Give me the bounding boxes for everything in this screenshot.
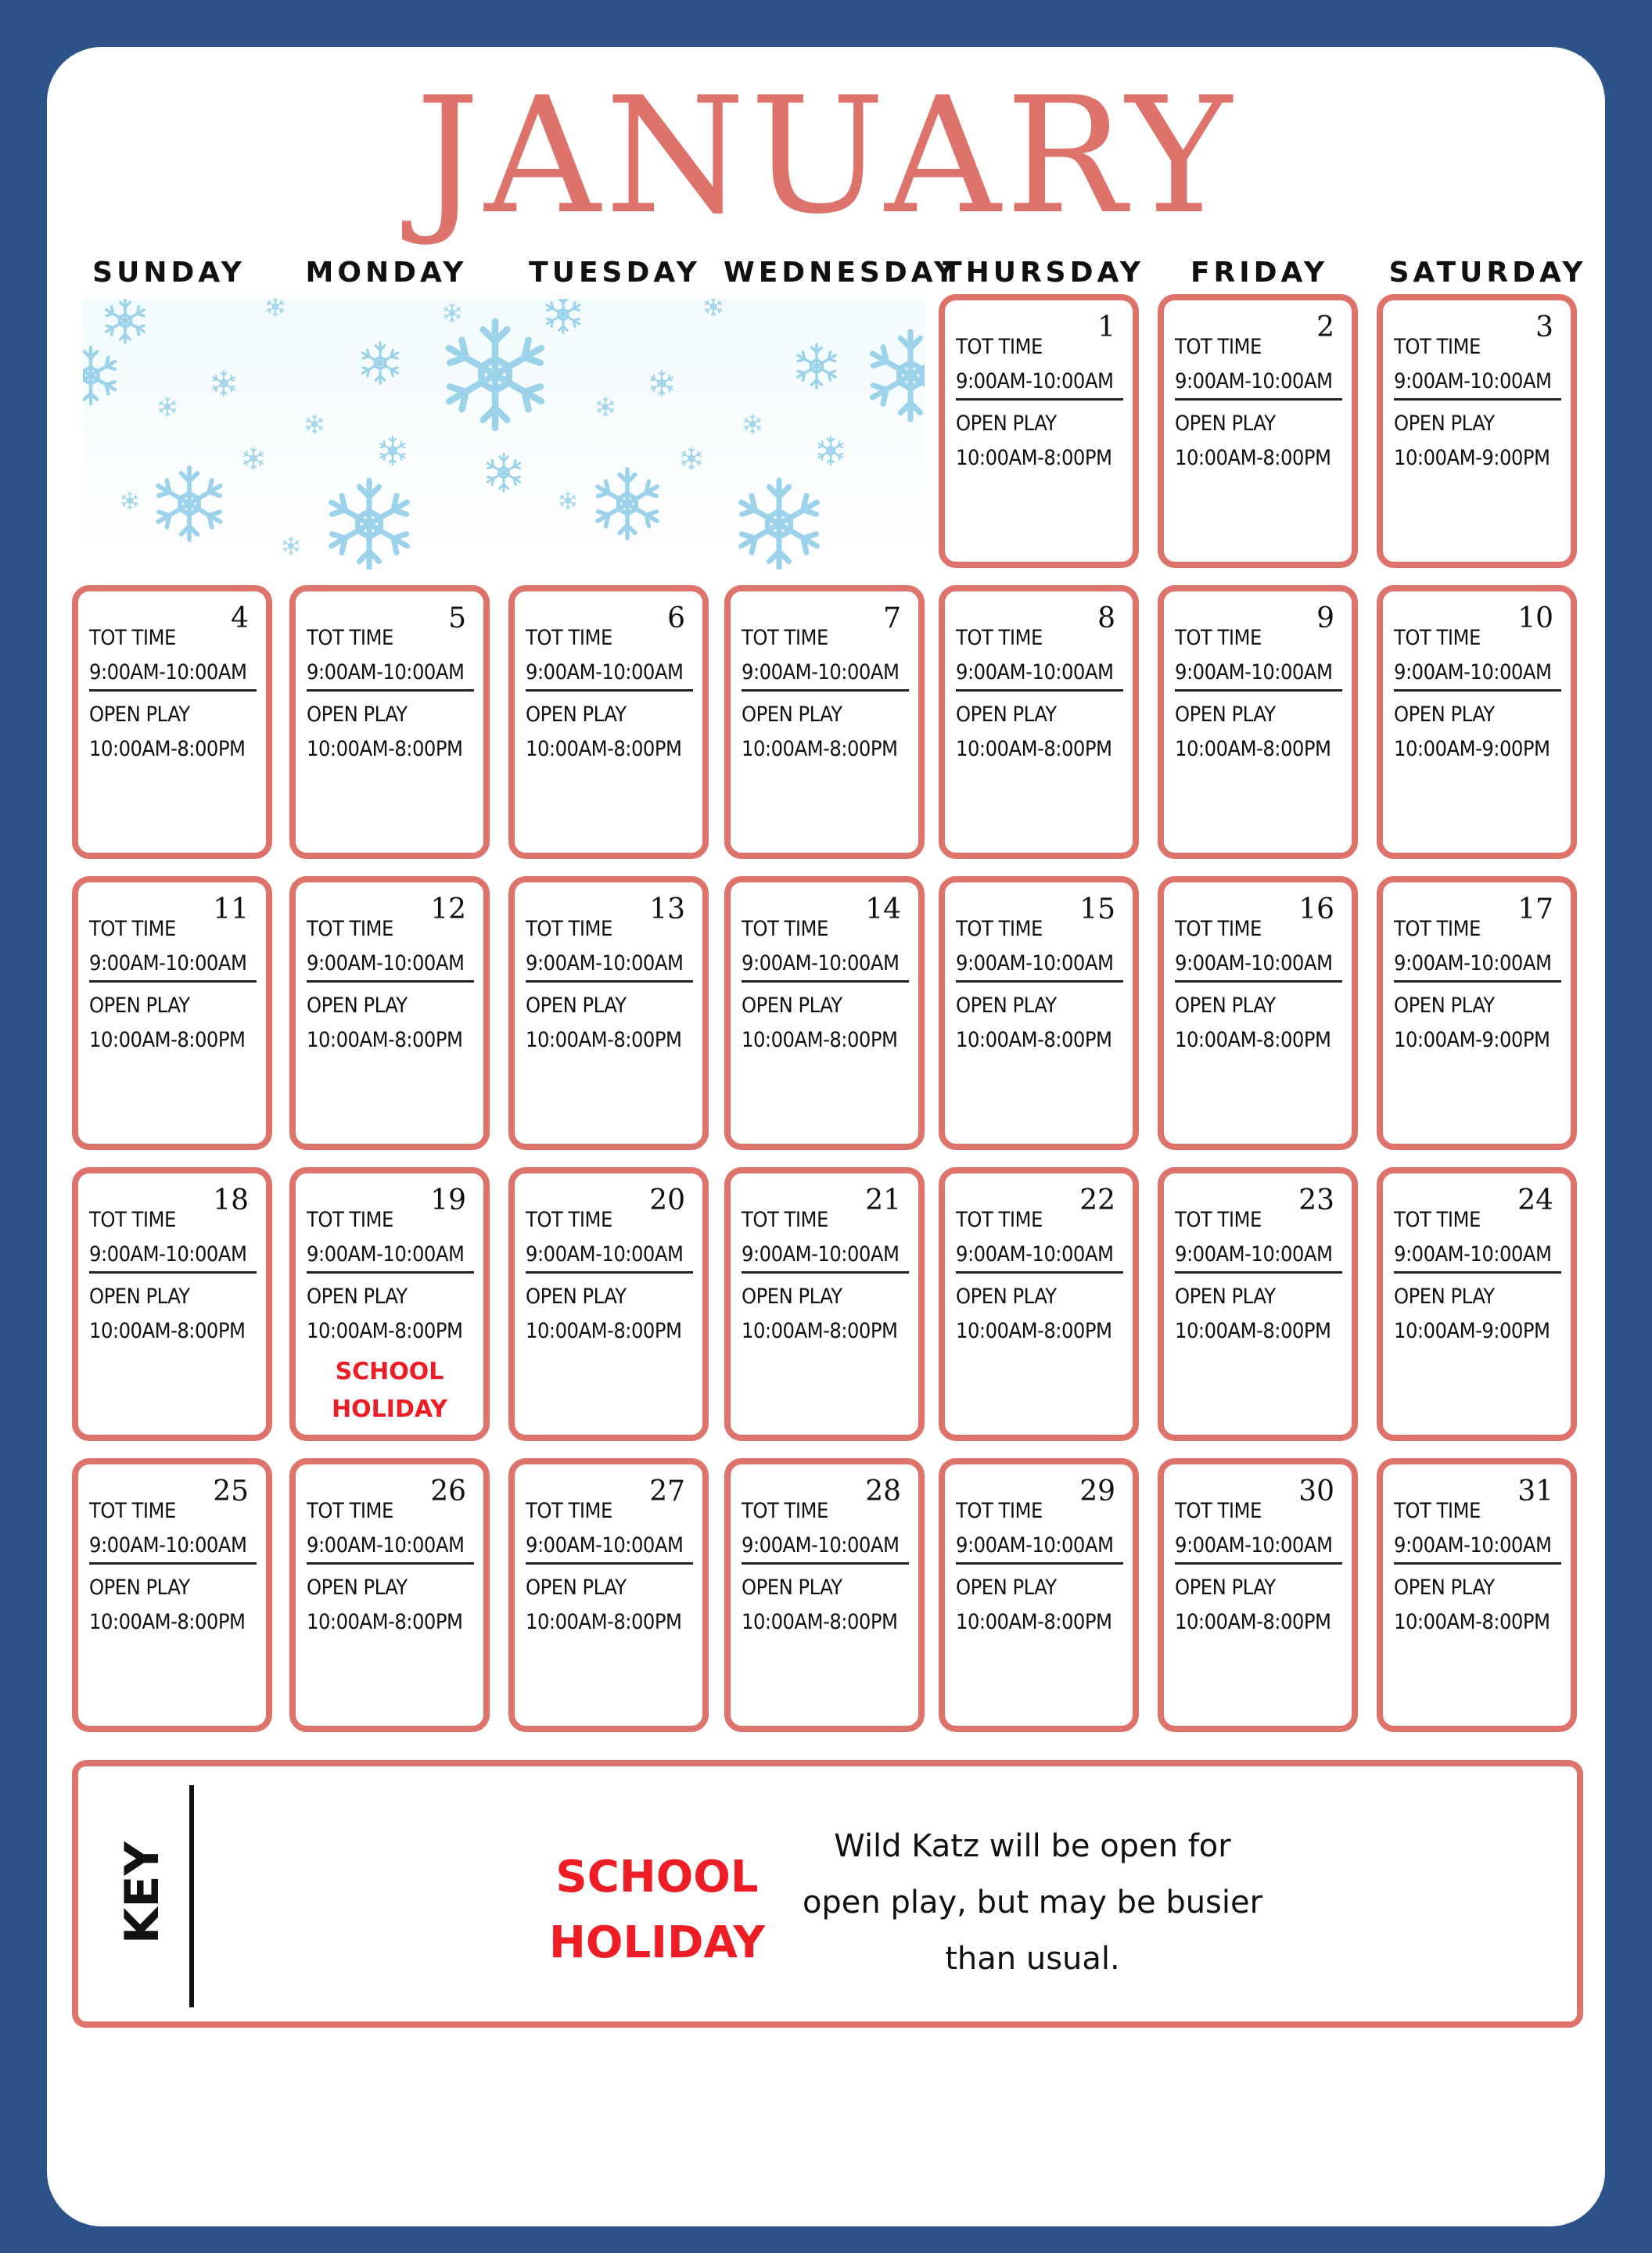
- day-cell-11: [72, 876, 272, 1150]
- open-play-hours: 10:00AM-8:00PM: [89, 1028, 246, 1052]
- key-label: KEY: [115, 1842, 170, 1944]
- open-play-label: OPEN PLAY: [1175, 1285, 1276, 1309]
- day-cell-12: [289, 876, 490, 1150]
- day-number: 14: [865, 893, 901, 925]
- month-title: JANUARY: [415, 63, 1237, 250]
- snowflake-icon: [706, 299, 722, 316]
- open-play-hours: 10:00AM-8:00PM: [1175, 1610, 1331, 1634]
- day-number: 4: [231, 602, 249, 634]
- tot-time-label: TOT TIME: [307, 1499, 393, 1523]
- tot-time-hours: 9:00AM-10:00AM: [1394, 1533, 1561, 1565]
- day-number: 16: [1298, 893, 1334, 925]
- snowflake-icon: [598, 397, 614, 416]
- tot-time-label: TOT TIME: [956, 917, 1043, 941]
- day-number: 31: [1517, 1475, 1553, 1507]
- snowflake-icon: [158, 468, 221, 540]
- open-play-hours: 10:00AM-8:00PM: [89, 1319, 246, 1343]
- day-number: 15: [1079, 893, 1115, 925]
- open-play-label: OPEN PLAY: [89, 1285, 190, 1309]
- tot-time-hours: 9:00AM-10:00AM: [742, 1242, 909, 1274]
- open-play-label: OPEN PLAY: [1394, 1576, 1495, 1600]
- open-play-hours: 10:00AM-8:00PM: [956, 737, 1112, 761]
- day-cell-21: [724, 1167, 925, 1441]
- snowflake-decoration: [83, 299, 925, 570]
- tot-time-hours: 9:00AM-10:00AM: [956, 369, 1123, 401]
- tot-time-label: TOT TIME: [526, 626, 612, 650]
- day-number: 13: [649, 893, 685, 925]
- tot-time-label: TOT TIME: [742, 626, 828, 650]
- day-cell-9: [1158, 585, 1358, 859]
- open-play-hours: 10:00AM-9:00PM: [1394, 1319, 1550, 1343]
- day-cell-14: [724, 876, 925, 1150]
- snowflake-icon: [598, 469, 657, 538]
- open-play-hours: 10:00AM-9:00PM: [1394, 446, 1550, 470]
- open-play-hours: 10:00AM-8:00PM: [1175, 446, 1331, 470]
- day-cell-25: [72, 1458, 272, 1732]
- open-play-label: OPEN PLAY: [1394, 1285, 1495, 1309]
- day-cell-2: [1158, 294, 1358, 568]
- open-play-label: OPEN PLAY: [1175, 1576, 1276, 1600]
- open-play-label: OPEN PLAY: [742, 702, 842, 727]
- snowflake-icon: [742, 480, 817, 568]
- tot-time-hours: 9:00AM-10:00AM: [89, 951, 257, 983]
- open-play-label: OPEN PLAY: [742, 994, 842, 1018]
- day-cell-26: [289, 1458, 490, 1732]
- tot-time-label: TOT TIME: [742, 1208, 828, 1232]
- tot-time-hours: 9:00AM-10:00AM: [307, 1533, 474, 1565]
- tot-time-label: TOT TIME: [89, 917, 176, 941]
- open-play-hours: 10:00AM-8:00PM: [89, 737, 246, 761]
- open-play-hours: 10:00AM-8:00PM: [742, 1319, 898, 1343]
- tot-time-hours: 9:00AM-10:00AM: [1394, 660, 1561, 692]
- open-play-hours: 10:00AM-8:00PM: [526, 1319, 682, 1343]
- tot-time-label: TOT TIME: [1394, 1499, 1481, 1523]
- day-number: 29: [1079, 1475, 1115, 1507]
- open-play-label: OPEN PLAY: [1175, 702, 1276, 727]
- snowflake-icon: [873, 332, 925, 419]
- day-number: 10: [1517, 602, 1553, 634]
- day-cell-22: [939, 1167, 1139, 1441]
- open-play-label: OPEN PLAY: [1175, 411, 1276, 436]
- snowflake-icon: [122, 492, 137, 509]
- snowflake-icon: [160, 397, 176, 416]
- open-play-label: OPEN PLAY: [307, 1285, 408, 1309]
- day-cell-8: [939, 585, 1139, 859]
- tot-time-label: TOT TIME: [956, 1208, 1043, 1232]
- weekday-sunday: SUNDAY: [92, 257, 246, 289]
- tot-time-hours: 9:00AM-10:00AM: [956, 660, 1123, 692]
- tot-time-hours: 9:00AM-10:00AM: [89, 1533, 257, 1565]
- snowflake-icon: [818, 437, 842, 465]
- open-play-hours: 10:00AM-8:00PM: [956, 1028, 1112, 1052]
- tot-time-hours: 9:00AM-10:00AM: [526, 660, 693, 692]
- day-number: 23: [1298, 1184, 1334, 1216]
- snowflake-icon: [547, 299, 580, 333]
- tot-time-label: TOT TIME: [956, 1499, 1043, 1523]
- tot-time-hours: 9:00AM-10:00AM: [526, 1242, 693, 1274]
- open-play-label: OPEN PLAY: [956, 411, 1057, 436]
- open-play-hours: 10:00AM-8:00PM: [742, 737, 898, 761]
- school-holiday-badge: SCHOOL HOLIDAY: [332, 1358, 447, 1423]
- tot-time-hours: 9:00AM-10:00AM: [1175, 1242, 1342, 1274]
- tot-time-hours: 9:00AM-10:00AM: [742, 1533, 909, 1565]
- day-number: 18: [213, 1184, 249, 1216]
- tot-time-label: TOT TIME: [89, 1499, 176, 1523]
- snowflake-icon: [332, 480, 408, 568]
- tot-time-hours: 9:00AM-10:00AM: [956, 1242, 1123, 1274]
- open-play-label: OPEN PLAY: [1394, 702, 1495, 727]
- open-play-hours: 10:00AM-8:00PM: [1175, 737, 1331, 761]
- key-divider: [189, 1785, 194, 2007]
- snowflake-icon: [487, 454, 520, 491]
- tot-time-label: TOT TIME: [307, 626, 393, 650]
- tot-time-label: TOT TIME: [1175, 1208, 1262, 1232]
- open-play-hours: 10:00AM-9:00PM: [1394, 1028, 1550, 1052]
- open-play-hours: 10:00AM-8:00PM: [1175, 1319, 1331, 1343]
- tot-time-label: TOT TIME: [1394, 335, 1481, 359]
- open-play-hours: 10:00AM-8:00PM: [1175, 1028, 1331, 1052]
- open-play-label: OPEN PLAY: [956, 1285, 1057, 1309]
- open-play-hours: 10:00AM-8:00PM: [307, 737, 463, 761]
- open-play-label: OPEN PLAY: [956, 702, 1057, 727]
- open-play-label: OPEN PLAY: [307, 1576, 408, 1600]
- tot-time-label: TOT TIME: [1175, 917, 1262, 941]
- day-cell-29: [939, 1458, 1139, 1732]
- tot-time-label: TOT TIME: [1175, 335, 1262, 359]
- open-play-hours: 10:00AM-8:00PM: [956, 1319, 1112, 1343]
- snowflake-icon: [83, 347, 115, 404]
- day-cell-5: [289, 585, 490, 859]
- tot-time-label: TOT TIME: [1394, 917, 1481, 941]
- day-number: 28: [865, 1475, 901, 1507]
- open-play-hours: 10:00AM-9:00PM: [1394, 737, 1550, 761]
- tot-time-hours: 9:00AM-10:00AM: [307, 1242, 474, 1274]
- open-play-label: OPEN PLAY: [89, 702, 190, 727]
- snowflake-icon: [307, 415, 323, 433]
- day-number: 2: [1316, 311, 1334, 343]
- day-number: 19: [430, 1184, 466, 1216]
- snowflake-icon: [798, 344, 835, 388]
- tot-time-label: TOT TIME: [526, 1499, 612, 1523]
- tot-time-label: TOT TIME: [956, 335, 1043, 359]
- day-cell-13: [508, 876, 709, 1150]
- day-number: 30: [1298, 1475, 1334, 1507]
- tot-time-hours: 9:00AM-10:00AM: [1175, 660, 1342, 692]
- open-play-hours: 10:00AM-8:00PM: [1394, 1610, 1550, 1634]
- open-play-label: OPEN PLAY: [89, 994, 190, 1018]
- day-number: 20: [649, 1184, 685, 1216]
- day-number: 17: [1517, 893, 1553, 925]
- snowflake-icon: [745, 415, 761, 433]
- open-play-label: OPEN PLAY: [89, 1576, 190, 1600]
- open-play-label: OPEN PLAY: [526, 702, 627, 727]
- tot-time-label: TOT TIME: [89, 1208, 176, 1232]
- tot-time-label: TOT TIME: [1175, 1499, 1262, 1523]
- open-play-hours: 10:00AM-8:00PM: [742, 1028, 898, 1052]
- tot-time-label: TOT TIME: [1394, 626, 1481, 650]
- open-play-hours: 10:00AM-8:00PM: [307, 1028, 463, 1052]
- open-play-label: OPEN PLAY: [526, 1576, 627, 1600]
- snowflake-icon: [244, 447, 263, 469]
- tot-time-hours: 9:00AM-10:00AM: [1394, 1242, 1561, 1274]
- tot-time-hours: 9:00AM-10:00AM: [526, 951, 693, 983]
- day-cell-17: [1377, 876, 1577, 1150]
- snowflake-icon: [213, 371, 235, 396]
- open-play-label: OPEN PLAY: [307, 702, 408, 727]
- day-number: 6: [667, 602, 685, 634]
- snowflake-icon: [268, 299, 284, 316]
- tot-time-label: TOT TIME: [307, 1208, 393, 1232]
- tot-time-hours: 9:00AM-10:00AM: [1394, 369, 1561, 401]
- snowflake-icon: [449, 322, 541, 428]
- snowflake-icon: [444, 304, 461, 322]
- tot-time-hours: 9:00AM-10:00AM: [89, 1242, 257, 1274]
- weekday-thursday: THURSDAY: [943, 257, 1144, 289]
- tot-time-hours: 9:00AM-10:00AM: [89, 660, 257, 692]
- open-play-label: OPEN PLAY: [1394, 411, 1495, 436]
- day-number: 12: [430, 893, 466, 925]
- day-number: 9: [1316, 602, 1334, 634]
- tot-time-label: TOT TIME: [526, 917, 612, 941]
- weekday-friday: FRIDAY: [1190, 257, 1329, 289]
- day-cell-23: [1158, 1167, 1358, 1441]
- open-play-label: OPEN PLAY: [742, 1576, 842, 1600]
- tot-time-hours: 9:00AM-10:00AM: [742, 951, 909, 983]
- weekday-tuesday: TUESDAY: [529, 257, 701, 289]
- day-cell-7: [724, 585, 925, 859]
- weekday-saturday: SATURDAY: [1388, 257, 1587, 289]
- day-cell-19: [289, 1167, 490, 1441]
- day-cell-3: [1377, 294, 1577, 568]
- snowflake-icon: [106, 299, 144, 343]
- open-play-hours: 10:00AM-8:00PM: [526, 737, 682, 761]
- snowflake-icon: [380, 437, 404, 465]
- day-number: 7: [883, 602, 901, 634]
- tot-time-hours: 9:00AM-10:00AM: [1394, 951, 1561, 983]
- day-cell-30: [1158, 1458, 1358, 1732]
- weekday-monday: MONDAY: [305, 257, 468, 289]
- open-play-hours: 10:00AM-8:00PM: [307, 1610, 463, 1634]
- day-cell-18: [72, 1167, 272, 1441]
- day-number: 5: [448, 602, 466, 634]
- tot-time-label: TOT TIME: [89, 626, 176, 650]
- open-play-hours: 10:00AM-8:00PM: [307, 1319, 463, 1343]
- day-number: 11: [213, 893, 249, 925]
- tot-time-label: TOT TIME: [1175, 626, 1262, 650]
- tot-time-label: TOT TIME: [742, 1499, 828, 1523]
- day-number: 21: [865, 1184, 901, 1216]
- open-play-label: OPEN PLAY: [307, 994, 408, 1018]
- day-number: 24: [1517, 1184, 1553, 1216]
- tot-time-label: TOT TIME: [307, 917, 393, 941]
- open-play-hours: 10:00AM-8:00PM: [526, 1028, 682, 1052]
- tot-time-hours: 9:00AM-10:00AM: [956, 1533, 1123, 1565]
- day-cell-16: [1158, 876, 1358, 1150]
- open-play-hours: 10:00AM-8:00PM: [956, 446, 1112, 470]
- day-number: 22: [1079, 1184, 1115, 1216]
- key-description: Wild Katz will be open for open play, but may be busier than usual.: [802, 1828, 1263, 1977]
- snowflake-icon: [363, 343, 398, 383]
- day-cell-24: [1377, 1167, 1577, 1441]
- day-cell-31: [1377, 1458, 1577, 1732]
- tot-time-hours: 9:00AM-10:00AM: [1175, 369, 1342, 401]
- tot-time-hours: 9:00AM-10:00AM: [526, 1533, 693, 1565]
- open-play-label: OPEN PLAY: [1394, 994, 1495, 1018]
- open-play-label: OPEN PLAY: [526, 994, 627, 1018]
- tot-time-hours: 9:00AM-10:00AM: [1175, 951, 1342, 983]
- open-play-label: OPEN PLAY: [956, 1576, 1057, 1600]
- tot-time-label: TOT TIME: [742, 917, 828, 941]
- tot-time-label: TOT TIME: [1394, 1208, 1481, 1232]
- day-number: 27: [649, 1475, 685, 1507]
- legend-key: [72, 1760, 1583, 2028]
- day-cell-20: [508, 1167, 709, 1441]
- day-number: 25: [213, 1475, 249, 1507]
- tot-time-hours: 9:00AM-10:00AM: [956, 951, 1123, 983]
- snowflake-icon: [682, 447, 701, 469]
- day-number: 1: [1097, 311, 1115, 343]
- day-cell-6: [508, 585, 709, 859]
- key-school-holiday: SCHOOL HOLIDAY: [548, 1852, 765, 1968]
- day-cell-28: [724, 1458, 925, 1732]
- day-number: 8: [1097, 602, 1115, 634]
- day-cell-4: [72, 585, 272, 859]
- open-play-hours: 10:00AM-8:00PM: [956, 1610, 1112, 1634]
- tot-time-label: TOT TIME: [956, 626, 1043, 650]
- open-play-hours: 10:00AM-8:00PM: [526, 1610, 682, 1634]
- tot-time-label: TOT TIME: [526, 1208, 612, 1232]
- day-number: 3: [1535, 311, 1553, 343]
- day-cell-27: [508, 1458, 709, 1732]
- day-cell-1: [939, 294, 1139, 568]
- day-cell-10: [1377, 585, 1577, 859]
- tot-time-hours: 9:00AM-10:00AM: [307, 951, 474, 983]
- day-cell-15: [939, 876, 1139, 1150]
- tot-time-hours: 9:00AM-10:00AM: [307, 660, 474, 692]
- day-number: 26: [430, 1475, 466, 1507]
- open-play-label: OPEN PLAY: [526, 1285, 627, 1309]
- open-play-hours: 10:00AM-8:00PM: [742, 1610, 898, 1634]
- open-play-label: OPEN PLAY: [1175, 994, 1276, 1018]
- weekday-wednesday: WEDNESDAY: [724, 257, 959, 289]
- snowflake-icon: [560, 492, 575, 509]
- tot-time-hours: 9:00AM-10:00AM: [742, 660, 909, 692]
- open-play-label: OPEN PLAY: [742, 1285, 842, 1309]
- tot-time-hours: 9:00AM-10:00AM: [1175, 1533, 1342, 1565]
- open-play-label: OPEN PLAY: [956, 994, 1057, 1018]
- snowflake-icon: [283, 537, 298, 555]
- open-play-hours: 10:00AM-8:00PM: [89, 1610, 246, 1634]
- snowflake-icon: [651, 371, 673, 396]
